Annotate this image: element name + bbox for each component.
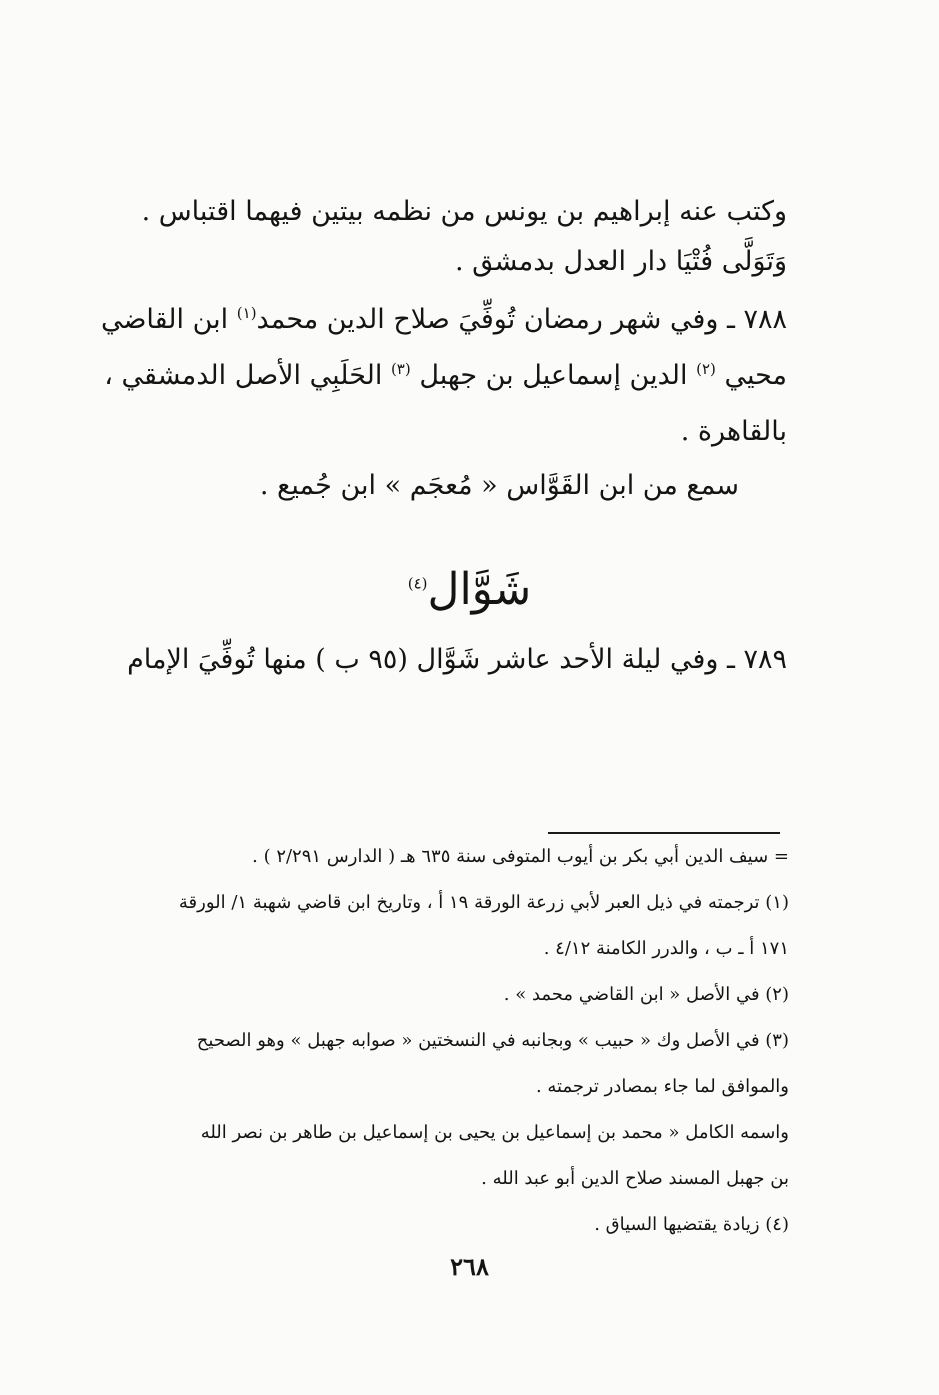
footnote-line: (١) ترجمته في ذيل العبر لأبي زرعة الورقة ١٩ أ ، وتاريخ ابن قاضي شهبة ١/ الورقة <box>178 892 789 913</box>
text-line: وَتَوَلَّى فُتْيَا دار العدل بدمشق . <box>454 246 787 277</box>
footnote-ref-3: (٣) <box>390 360 411 378</box>
entry-788-text: ٧٨٨ ـ وفي شهر رمضان تُوفِّيَ صلاح الدين محمد <box>256 304 787 335</box>
text-line: وكتب عنه إبراهيم بن يونس من نظمه بيتين فيهما اقتباس . <box>141 196 787 227</box>
footnote-line: = سيف الدين أبي بكر بن أيوب المتوفى سنة ٦٣٥ هـ ( الدارس ٢/٢٩١ ) . <box>252 846 789 867</box>
section-heading <box>0 560 939 620</box>
footnote-ref-2: (٢) <box>696 360 716 378</box>
footnotes <box>109 834 789 1248</box>
entry-788 <box>100 292 787 460</box>
footnote-line: (٢) في الأصل « ابن القاضي محمد » . <box>503 984 789 1005</box>
entry-788-text: محيي <box>724 360 787 391</box>
page-number: ٢٦٨ <box>450 1252 489 1281</box>
footnote-line: (٤) زيادة يقتضيها السياق . <box>594 1214 789 1235</box>
text-line: ٧٨٩ ـ وفي ليلة الأحد عاشر شَوَّال (٩٥ ب ) منها تُوفِّيَ الإمام <box>127 644 787 675</box>
footnote-ref-1: (١) <box>236 304 257 322</box>
footnote-line: بن جهبل المسند صلاح الدين أبو عبد الله . <box>481 1168 789 1189</box>
footnote-line: (٣) في الأصل وك « حبيب » وبجانبه في النسختين « صوابه جهبل » وهو الصحيح <box>196 1030 789 1051</box>
entry-789 <box>107 632 787 688</box>
text-line <box>100 292 787 348</box>
entry-788-note <box>59 458 739 514</box>
text-line: بالقاهرة . <box>680 416 787 447</box>
footnote-line: والموافق لما جاء بمصادر ترجمته . <box>535 1076 789 1097</box>
footnote-line: واسمه الكامل « محمد بن إسماعيل بن يحيى بن إسماعيل بن طاهر بن نصر الله <box>200 1122 789 1143</box>
text-line <box>104 348 787 404</box>
main-text-block <box>107 184 787 290</box>
entry-788-text-cont: ابن القاضي <box>100 304 237 335</box>
entry-788-text: الحَلَبِي الأصل الدمشقي ، <box>104 360 391 391</box>
footnote-line: ١٧١ أ ـ ب ، والدرر الكامنة ٤/١٢ . <box>543 938 789 959</box>
section-title: شَوَّال <box>427 564 532 615</box>
footnote-ref-4: (٤) <box>407 574 428 593</box>
text-line: سمع من ابن القَوَّاس « مُعجَم » ابن جُميع . <box>259 470 739 501</box>
entry-788-text: الدين إسماعيل بن جهبل <box>419 360 697 391</box>
